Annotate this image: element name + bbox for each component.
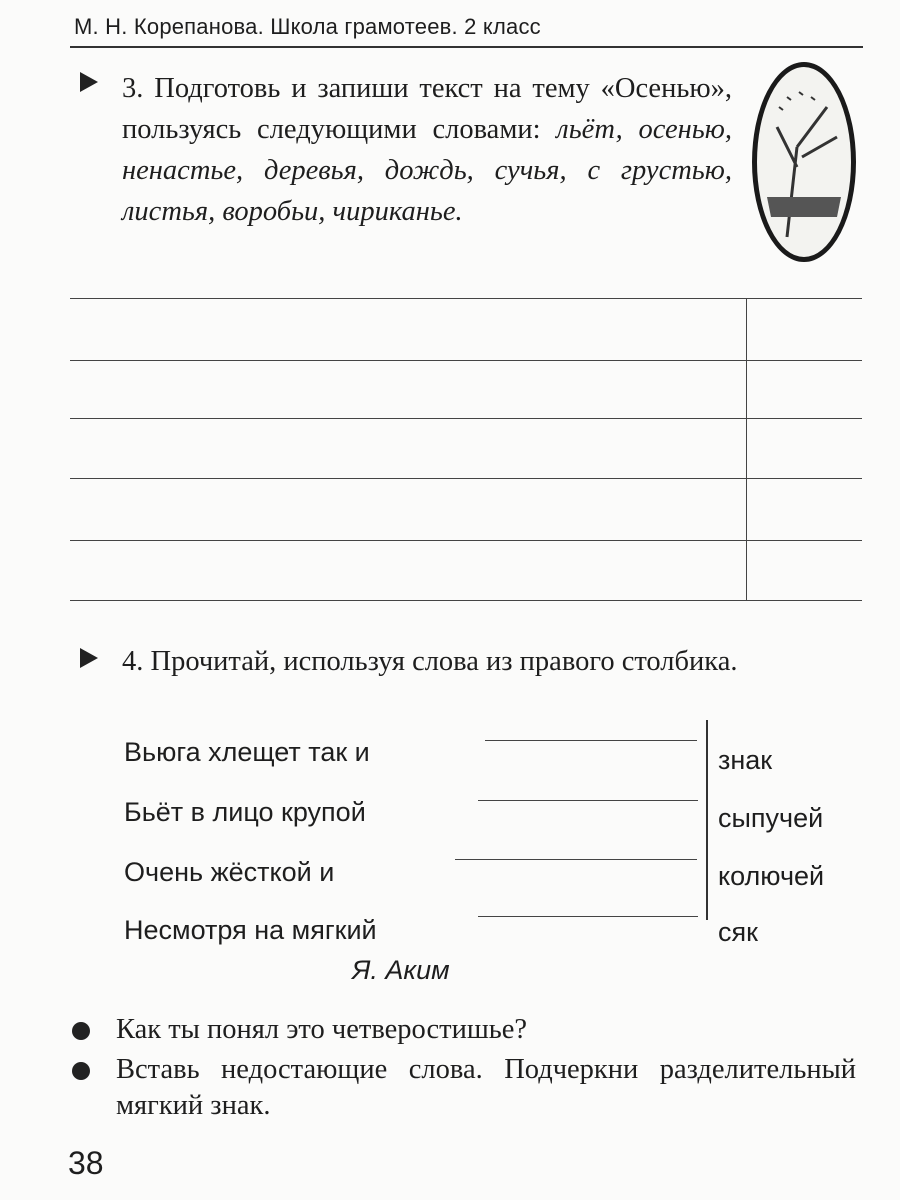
task3-text [122,68,732,232]
writing-line[interactable] [70,540,862,541]
bullet-icon [72,1022,90,1040]
task4-title: 4. Прочитай, используя слова из правого столбика. [122,646,738,677]
poem-author: Я. Аким [352,955,450,985]
question: Как ты понял это четверостишье? [116,1014,528,1045]
right-word: знак [718,745,773,775]
right-word: сяк [718,917,758,947]
poem-line: Вьюга хлещет так и [124,737,370,767]
right-word: колючей [718,861,825,891]
task-arrow-icon [80,72,98,92]
blank-line[interactable] [485,740,697,741]
running-header: М. Н. Корепанова. Школа грамотеев. 2 класс [74,14,541,39]
task-arrow-icon [80,648,98,668]
page-number: 38 [68,1145,104,1181]
question: Вставь недостающие слова. Подчеркни разделительный мягкий знак. [116,1054,856,1121]
blank-line[interactable] [478,800,698,801]
poem-line: Несмотря на мягкий [124,915,377,945]
blank-line[interactable] [478,916,698,917]
task3-number: 3. [122,73,144,104]
column-divider [706,720,708,920]
header-rule [70,46,863,48]
writing-line[interactable] [70,600,862,601]
writing-line[interactable] [70,418,862,419]
bullet-icon [72,1062,90,1080]
poem-line: Очень жёсткой и [124,857,335,887]
task3-word-list: льёт, осенью, ненастье, деревья, дождь, сучья, с грустью, листья, воробьи, чириканье. [122,114,732,227]
writing-line[interactable] [70,478,862,479]
blank-line[interactable] [455,859,697,860]
right-word: сыпучей [718,803,824,833]
task3-instruction: Подготовь и запиши текст на тему «Осенью», пользуясь следующими словами: [122,73,733,145]
autumn-tree-illustration [752,62,856,262]
writing-line[interactable] [70,360,862,361]
writing-line[interactable] [70,298,862,299]
margin-line [746,298,747,600]
poem-line: Бьёт в лицо крупой [124,797,366,827]
